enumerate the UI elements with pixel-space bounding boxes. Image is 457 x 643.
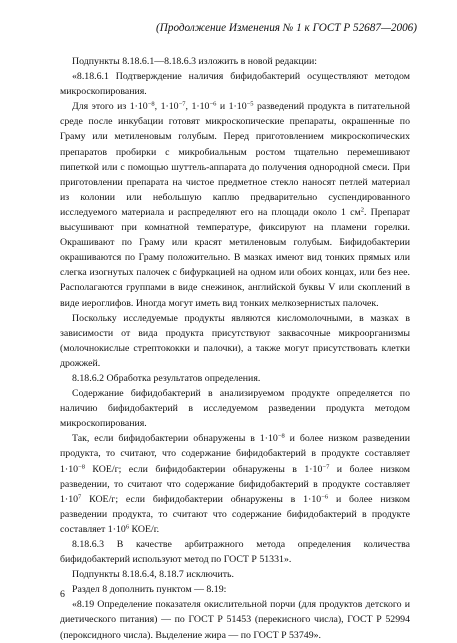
paragraph: 8.18.6.2 Обработка результатов определения. [72, 372, 261, 384]
paragraph: Для этого из $1\cdot 10^{-8}$, $1\cdot 10^{-7}$, $1\cdot 10^{-6}$ и $1\cdot 10^{-5}$ разведений продукта в питательной среде после инкубации готовят микроскопические препараты, окрашенные по Граму или метиленовым голубым. Перед приготовлением микроскопических препаратов пробирки с микробиальным ростом тщательно перемешивают пипеткой или с помощью шуттель-аппарата до получения однородной смеси. При приготовлении препарата на чистое предметное стекло наносят петлей материал из колонии или небольшую каплю предварительно суспендированного исследуемого материала и распределяют его на площади около 1 $см^2$. Препарат высушивают при комнатной температуре, фиксируют на пламени горелки. Окрашивают по Граму или красят метиленовым голубым. Бифидобактерии окрашиваются по Граму положительно. В мазках имеют вид тонких прямых или слегка изогнутых палочек с бифуркацией на одном или обоих концах, или без нее. Располагаются группами в виде снежинок, английской буквы V или скоплений в виде иероглифов. Иногда могут иметь вид тонких мелкозернистых палочек. [60, 100, 410, 309]
paragraph: «8.18.6.1 Подтверждение наличия бифидобактерий осуществляют методом микроскопирования. [60, 71, 410, 98]
paragraph: Так, если бифидобактерии обнаружены в $1\cdot 10^{-8}$ и более низком разведении продукта, то считают, что содержание бифидобактерий в продукте составляет $1\cdot 10^{-8}$ КОЕ/г; если бифидобактерии обнаружены в $1\cdot 10^{-7}$ и более низком разведении, то считают что содержание бифидобактерий в продукте составляет $1\cdot 10^7$ КОЕ/г; если бифидобактерии обнаружены в $1\cdot 10^{-6}$ и более низком разведении продукта, то считают что содержание бифидобактерий в продукте составляет $1\cdot 10^6$ КОЕ/г. [60, 432, 410, 535]
paragraph: Подпункты 8.18.6.4, 8.18.7 исключить. [72, 569, 235, 581]
page-number: 6 [60, 589, 65, 600]
paragraph: «8.19 Определение показателя окислительной порчи (для продуктов детского и диетического питания) — по ГОСТ Р 51453 (перекисного числа), ГОСТ Р 52994 (пероксидного числа). Выделение жира — по ГОСТ Р 53749». [60, 599, 410, 641]
paragraph: Раздел 8 дополнить пунктом — 8.19: [72, 584, 227, 596]
document-body [60, 54, 410, 643]
page-header: (Продолжение Изменения № 1 к ГОСТ Р 52687—2006) [156, 22, 417, 34]
paragraph: Подпункты 8.18.6.1—8.18.6.3 изложить в новой редакции: [72, 56, 317, 67]
paragraph: Содержание бифидобактерий в анализируемом продукте определяется по наличию бифидобактерий в исследуемом разведении продукта методом микроскопирования. [60, 388, 410, 430]
paragraph: 8.18.6.3 В качестве арбитражного метода определения количества бифидобактерий используют метод по ГОСТ Р 51331». [60, 539, 410, 566]
paragraph: Поскольку исследуемые продукты являются кисломолочными, в мазках в зависимости от вида продукта присутствуют заквасочные микроорганизмы (молочнокислые стрептококки и палочки), а также могут присутствовать клетки дрожжей. [60, 312, 410, 369]
